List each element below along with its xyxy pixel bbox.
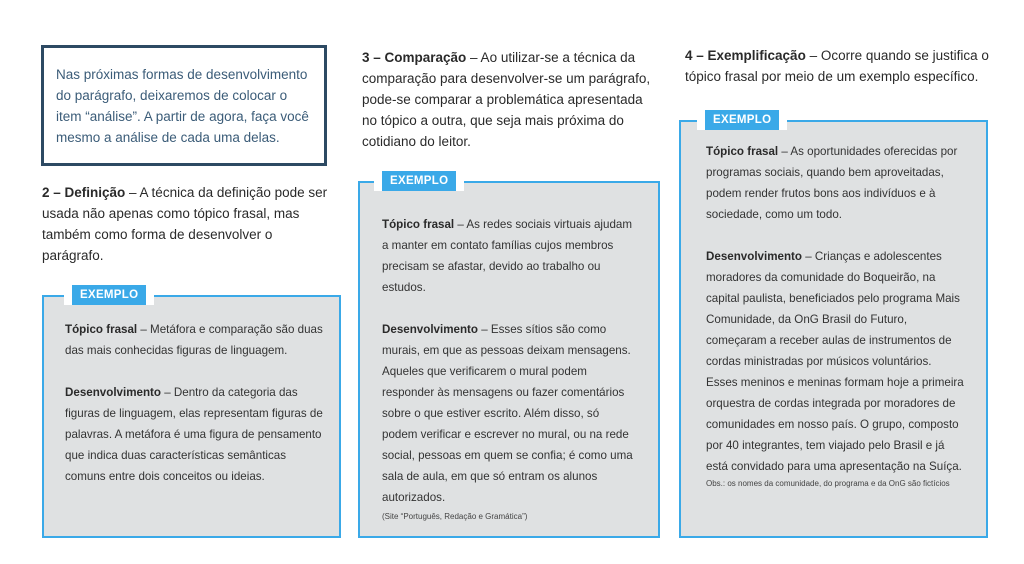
comparacao-intro: – Ao utilizar-se a técnica da comparação para desenvolver-se um parágrafo, pode-se comparar a problemática apresentada no tópico a outra, que seja mais próxima do cotidiano do leitor.: [362, 50, 651, 149]
example-tag: EXEMPLO: [374, 171, 464, 191]
comparacao-title: 3 – Comparação: [362, 50, 467, 65]
fictitious-names-note: Obs.: os nomes da comunidade, do programa e da OnG são fictícios: [706, 479, 950, 488]
topic-text: – As oportunidades oferecidas por programas sociais, quando bem aproveitadas, podem render frutos bons aos indivíduos e à sociedade, como um todo.: [706, 145, 958, 221]
definicao-topic: [65, 319, 323, 361]
definicao-intro: – A técnica da definição pode ser usada não apenas como tópico frasal, mas também como forma de desenvolver o parágrafo.: [42, 185, 328, 263]
exemplificacao-development: [706, 246, 964, 477]
exemplificacao-title: 4 – Exemplificação: [685, 48, 806, 63]
exemplificacao-heading: [685, 45, 995, 87]
comparacao-topic: [382, 214, 636, 298]
definicao-development: [65, 382, 323, 487]
topic-label: Tópico frasal: [706, 145, 779, 158]
comparacao-heading: [362, 47, 658, 152]
instruction-text: Nas próximas formas de desenvolvimento do parágrafo, deixaremos de colocar o item “análise”. A partir de agora, faça você mesmo a análise de cada uma delas.: [56, 67, 309, 145]
development-text: – Dentro da categoria das figuras de linguagem, elas representam figuras de palavras. A metáfora é uma figura de pensamento que indica duas características semânticas comuns entre dois conceitos ou ideias.: [65, 386, 323, 483]
development-label: Desenvolvimento: [706, 250, 802, 263]
development-label: Desenvolvimento: [382, 323, 478, 336]
topic-text: – Metáfora e comparação são duas das mais conhecidas figuras de linguagem.: [65, 323, 323, 357]
instruction-note: [41, 45, 327, 166]
exemplificacao-topic: [706, 141, 964, 225]
topic-label: Tópico frasal: [65, 323, 138, 336]
definicao-heading: [42, 182, 334, 266]
development-text: – Crianças e adolescentes moradores da comunidade do Boqueirão, na capital paulista, beneficiados pelo programa Mais Comunidade, da OnG Brasil do Futuro, começaram a receber aulas de instrumentos de cordas ministradas por músicos voluntários. Esses meninos e meninas formam hoje a primeira orquestra de cordas integrada por moradores de comunidades em nosso país. O grupo, composto por 40 integrantes, tem viajado pelo Brasil e já está convidado para uma apresentação na Suíça.: [706, 250, 964, 473]
example-tag: EXEMPLO: [697, 110, 787, 130]
exemplificacao-intro: – Ocorre quando se justifica o tópico frasal por meio de um exemplo específico.: [685, 48, 989, 84]
example-tag: EXEMPLO: [64, 285, 154, 305]
development-label: Desenvolvimento: [65, 386, 161, 399]
comparacao-example-box: [358, 175, 660, 538]
comparacao-development: [382, 319, 636, 508]
definicao-example-box: [42, 289, 341, 538]
definicao-title: 2 – Definição: [42, 185, 126, 200]
development-text: – Esses sítios são como murais, em que as pessoas deixam mensagens. Aqueles que verificarem o mural podem responder às mensagens ou fazer comentários sobre o que estiver escrito. Além disso, só podem verificar e escrever no mural, ou na rede social, pessoas em quem se confia; é como uma sala de aula, em que só entram os alunos autorizados.: [382, 323, 633, 504]
source-note: (Site “Português, Redação e Gramática”): [382, 512, 528, 521]
exemplificacao-example-box: [679, 114, 988, 538]
topic-text: – As redes sociais virtuais ajudam a manter em contato famílias cujos membros precisam se afastar, devido ao trabalho ou estudos.: [382, 218, 633, 294]
topic-label: Tópico frasal: [382, 218, 455, 231]
